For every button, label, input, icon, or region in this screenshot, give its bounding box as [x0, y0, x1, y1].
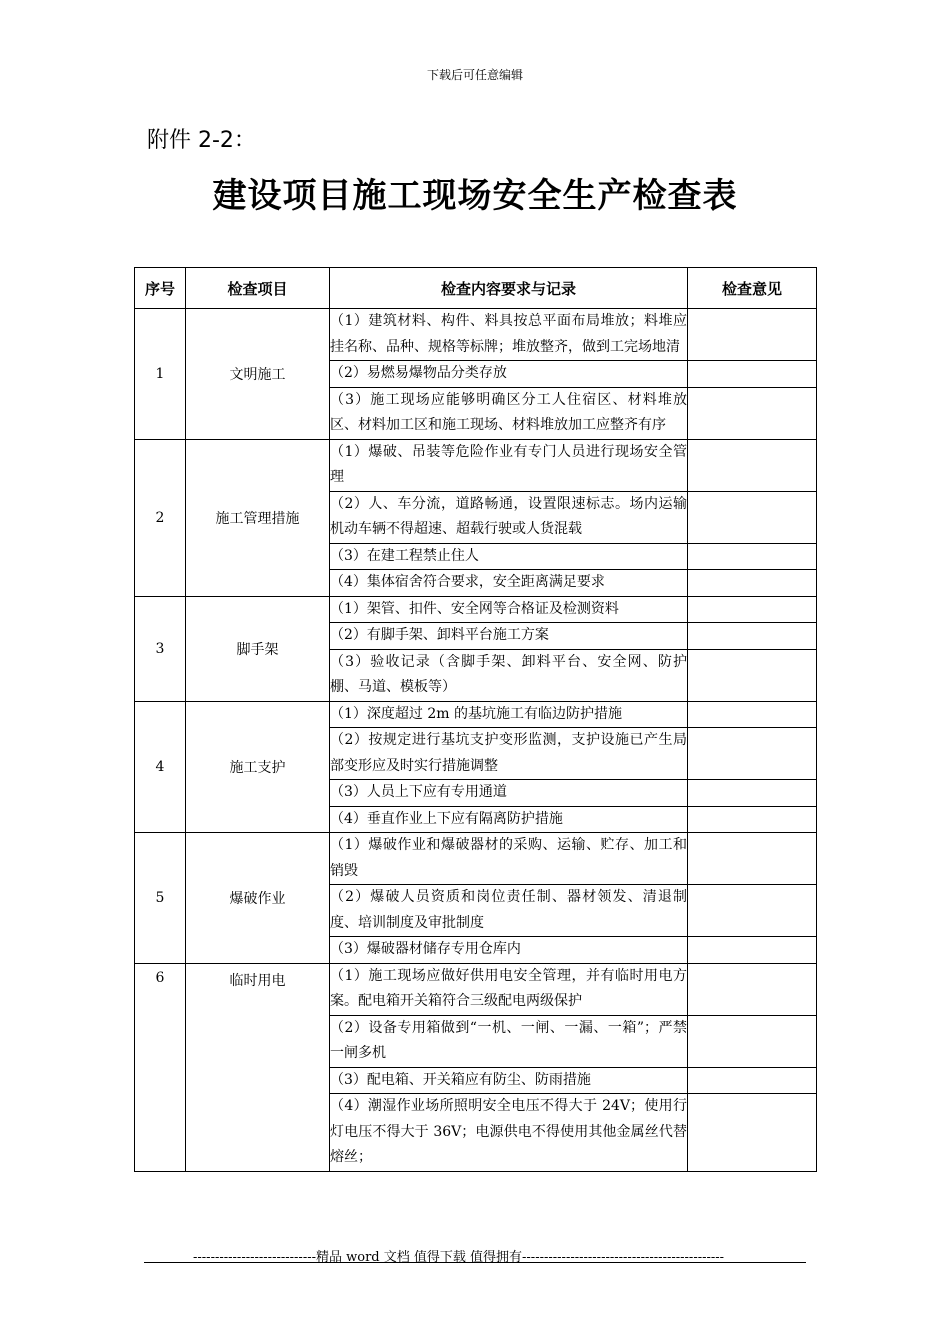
- requirement-text: （3）在建工程禁止住人: [330, 543, 688, 570]
- row-number: 2: [135, 439, 186, 596]
- row-number: 3: [135, 596, 186, 701]
- opinion-cell[interactable]: [688, 491, 817, 543]
- row-number: 1: [135, 309, 186, 440]
- opinion-cell[interactable]: [688, 806, 817, 833]
- opinion-cell[interactable]: [688, 937, 817, 964]
- footer-divider: [144, 1262, 806, 1263]
- opinion-cell[interactable]: [688, 309, 817, 361]
- opinion-cell[interactable]: [688, 570, 817, 597]
- opinion-cell[interactable]: [688, 1094, 817, 1172]
- opinion-cell[interactable]: [688, 701, 817, 728]
- inspection-item: 脚手架: [186, 596, 330, 701]
- header-opinion: 检查意见: [688, 268, 817, 309]
- requirement-text: （2）爆破人员资质和岗位责任制、器材领发、清退制度、培训制度及审批制度: [330, 885, 688, 937]
- inspection-table: [134, 267, 817, 1172]
- requirement-text: （3）配电箱、开关箱应有防尘、防雨措施: [330, 1067, 688, 1094]
- table-row: [135, 309, 817, 361]
- requirement-text: （2）设备专用箱做到“一机、一闸、一漏、一箱”；严禁一闸多机: [330, 1015, 688, 1067]
- row-number: 6: [135, 963, 186, 1171]
- row-number: 5: [135, 833, 186, 964]
- requirement-text: （1）爆破作业和爆破器材的采购、运输、贮存、加工和销毁: [330, 833, 688, 885]
- inspection-item: 施工支护: [186, 701, 330, 833]
- opinion-cell[interactable]: [688, 885, 817, 937]
- table-row: [135, 439, 817, 491]
- table-header-row: [135, 268, 817, 309]
- header-requirements: 检查内容要求与记录: [330, 268, 688, 309]
- opinion-cell[interactable]: [688, 387, 817, 439]
- requirement-text: （3）验收记录（含脚手架、卸料平台、安全网、防护棚、马道、模板等）: [330, 649, 688, 701]
- opinion-cell[interactable]: [688, 649, 817, 701]
- attachment-label: 附件 2-2：: [147, 128, 256, 153]
- requirement-text: （3）爆破器材储存专用仓库内: [330, 937, 688, 964]
- opinion-cell[interactable]: [688, 728, 817, 780]
- table-row: [135, 963, 817, 1015]
- footer-text: ----------------------------精品 word 文档 值得下载 值得拥有----------------------------------------------: [193, 1250, 725, 1265]
- requirement-text: （2）人、车分流，道路畅通，设置限速标志。场内运输机动车辆不得超速、超载行驶或人货混载: [330, 491, 688, 543]
- header-no: 序号: [135, 268, 186, 309]
- opinion-cell[interactable]: [688, 1015, 817, 1067]
- requirement-text: （1）架管、扣件、安全网等合格证及检测资料: [330, 596, 688, 623]
- inspection-item: 爆破作业: [186, 833, 330, 964]
- inspection-item: 文明施工: [186, 309, 330, 440]
- table-row: [135, 833, 817, 885]
- inspection-item: 施工管理措施: [186, 439, 330, 596]
- table-row: [135, 596, 817, 623]
- requirement-text: （1）施工现场应做好供用电安全管理，并有临时用电方案。配电箱开关箱符合三级配电两级保护: [330, 963, 688, 1015]
- requirement-text: （1）爆破、吊装等危险作业有专门人员进行现场安全管理: [330, 439, 688, 491]
- header-note: 下载后可任意编辑: [426, 68, 523, 82]
- table-row: [135, 701, 817, 728]
- requirement-text: （2）易燃易爆物品分类存放: [330, 361, 688, 388]
- requirement-text: （4）垂直作业上下应有隔离防护措施: [330, 806, 688, 833]
- requirement-text: （4）集体宿舍符合要求，安全距离满足要求: [330, 570, 688, 597]
- opinion-cell[interactable]: [688, 596, 817, 623]
- requirement-text: （2）按规定进行基坑支护变形监测，支护设施已产生局部变形应及时实行措施调整: [330, 728, 688, 780]
- header-item: 检查项目: [186, 268, 330, 309]
- page-title: 建设项目施工现场安全生产检查表: [212, 176, 738, 216]
- inspection-item: 临时用电: [186, 963, 330, 1171]
- requirement-text: （2）有脚手架、卸料平台施工方案: [330, 623, 688, 650]
- opinion-cell[interactable]: [688, 623, 817, 650]
- opinion-cell[interactable]: [688, 963, 817, 1015]
- opinion-cell[interactable]: [688, 780, 817, 807]
- opinion-cell[interactable]: [688, 1067, 817, 1094]
- opinion-cell[interactable]: [688, 361, 817, 388]
- requirement-text: （1）建筑材料、构件、料具按总平面布局堆放；料堆应挂名称、品种、规格等标牌；堆放整齐，做到工完场地清: [330, 309, 688, 361]
- requirement-text: （1）深度超过 2m 的基坑施工有临边防护措施: [330, 701, 688, 728]
- opinion-cell[interactable]: [688, 543, 817, 570]
- requirement-text: （3）施工现场应能够明确区分工人住宿区、材料堆放区、材料加工区和施工现场、材料堆放加工应整齐有序: [330, 387, 688, 439]
- opinion-cell[interactable]: [688, 833, 817, 885]
- opinion-cell[interactable]: [688, 439, 817, 491]
- requirement-text: （3）人员上下应有专用通道: [330, 780, 688, 807]
- requirement-text: （4）潮湿作业场所照明安全电压不得大于 24V；使用行灯电压不得大于 36V；电源供电不得使用其他金属丝代替熔丝；: [330, 1094, 688, 1172]
- row-number: 4: [135, 701, 186, 833]
